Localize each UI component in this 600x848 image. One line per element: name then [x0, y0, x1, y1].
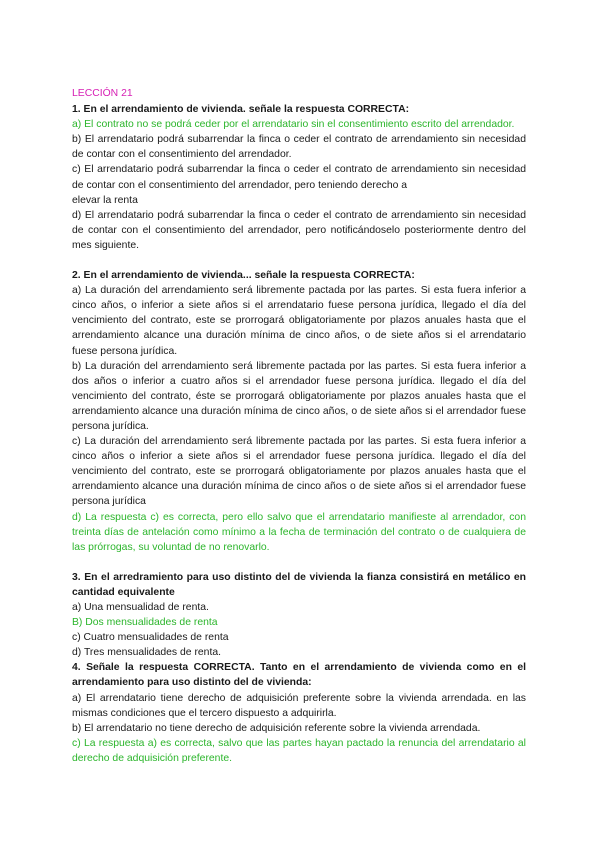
- question-2-option-c: c) La duración del arrendamiento será libremente pactada por las partes. Si esta fuera inferior a cinco años o inferior a siete años si el arrendador fuese persona jurídica. llegado el día del vencimiento del contrato, este se prorrogará obligatoriamente por plazos anuales hasta que el arrendamiento alcance una duración mínima de cinco años o de siete años si el arrendador fuese persona jurídica: [72, 436, 526, 508]
- question-2-option-b: b) La duración del arrendamiento será libremente pactada por las partes. Si esta fuera inferior a dos años o inferior a cuatro años si el arrendador fuese persona jurídica. llegado el día del vencimiento del contrato, éste se prorrogará obligatoriamente por plazos anuales hasta que el arrendamiento alcance una duración mínima de cinco años, o de siete años si el arrendador fuese persona jurídica.: [72, 360, 526, 432]
- question-1: 1. En el arrendamiento de vivienda. señale la respuesta CORRECTA:: [72, 104, 410, 116]
- question-3-option-b: B) Dos mensualidades de renta: [72, 617, 218, 629]
- question-3-option-c: c) Cuatro mensualidades de renta: [72, 632, 229, 644]
- question-2: 2. En el arrendamiento de vivienda... señale la respuesta CORRECTA:: [72, 270, 415, 282]
- question-2-option-d: d) La respuesta c) es correcta, pero ello salvo que el arrendatario manifieste al arrendador, con treinta días de antelación como mínimo a la fecha de terminación del contrato o de cualquiera de las prórrogas, su voluntad de no renovarlo.: [72, 511, 526, 553]
- question-1-option-b: b) El arrendatario podrá subarrendar la finca o ceder el contrato de arrendamiento sin necesidad de contar con el consentimiento del arrendador.: [72, 134, 526, 161]
- question-1-option-d: d) El arrendatario podrá subarrendar la finca o ceder el contrato de arrendamiento sin necesidad de contar con el consentimiento del arrendador, pero notificándoselo posteriormente dentro del mes siguiente.: [72, 209, 526, 251]
- question-1-option-c: c) El arrendatario podrá subarrendar la finca o ceder el contrato de arrendamiento sin necesidad de contar con el consentimiento del arrendador, pero teniendo derecho a: [72, 164, 526, 191]
- document-content: [72, 86, 526, 766]
- question-4: 4. Señale la respuesta CORRECTA. Tanto en el arrendamiento de vivienda como en el arrendamiento para uso distinto del de vivienda:: [72, 662, 526, 689]
- question-1-option-c-continuation: elevar la renta: [72, 194, 138, 206]
- question-1-option-a: a) El contrato no se podrá ceder por el arrendatario sin el consentimiento escrito del arrendador.: [72, 119, 515, 131]
- spacer: [72, 253, 526, 268]
- question-4-option-c: c) La respuesta a) es correcta, salvo que las partes hayan pactado la renuncia del arrendatario al derecho de adquisición preferente.: [72, 737, 526, 764]
- question-4-option-a: a) El arrendatario tiene derecho de adquisición preferente sobre la vivienda arrendada. en las mismas condiciones que el tercero dispuesto a adquirirla.: [72, 692, 526, 719]
- spacer: [72, 555, 526, 570]
- question-3-option-d: d) Tres mensualidades de renta.: [72, 647, 222, 659]
- question-2-option-a: a) La duración del arrendamiento será libremente pactada por las partes. Si esta fuera inferior a cinco años, o inferior a siete años si el arrendatario fuese persona jurídica, llegado el día del vencimiento del contrato, este se prorrogará obligatoriamente por plazos anuales hasta que el arrendamiento alcance una duración mínima de cinco años, o de siete años si el arrendatario fuese persona jurídica.: [72, 285, 526, 357]
- lesson-title: LECCIÓN 21: [72, 88, 133, 99]
- question-3-option-a: a) Una mensualidad de renta.: [72, 602, 209, 613]
- question-3: 3. En el arredramiento para uso distinto del de vivienda la fianza consistirá en metálico en cantidad equivalente: [72, 571, 526, 598]
- question-4-option-b: b) El arrendatario no tiene derecho de adquisición referente sobre la vivienda arrendada.: [72, 722, 481, 734]
